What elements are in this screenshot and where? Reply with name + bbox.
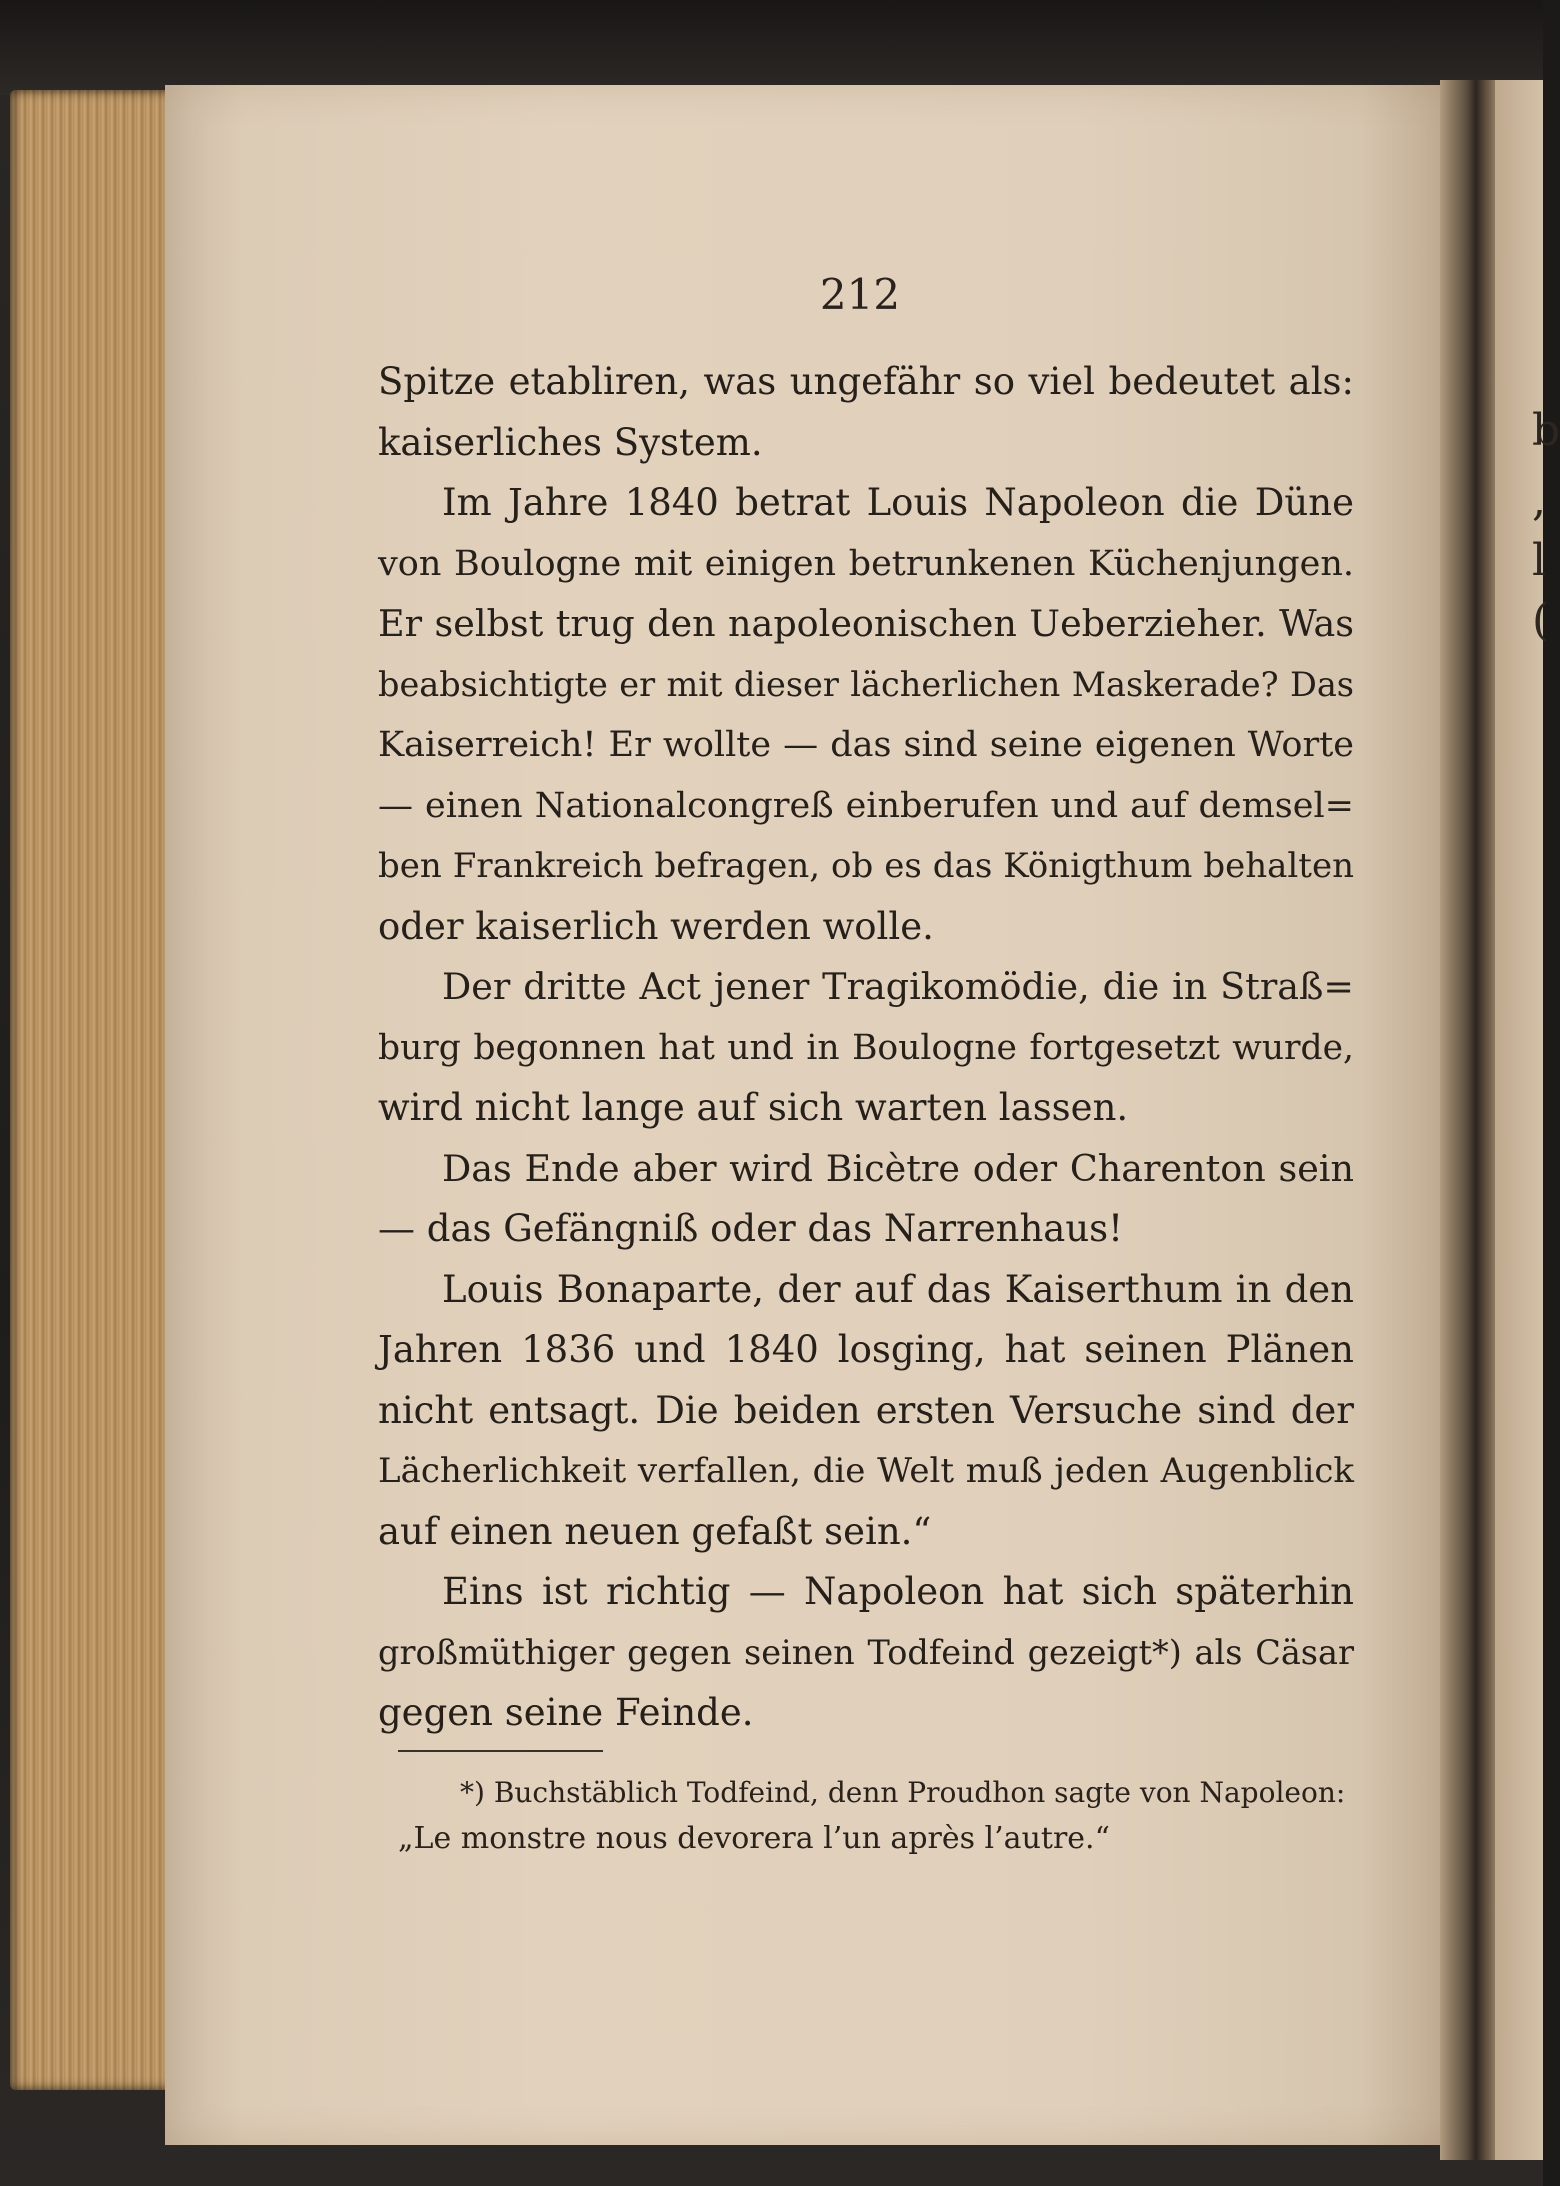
text-line: Louis Bonaparte, der auf das Kaiserthum in den [442, 1267, 1354, 1311]
text-line: beabsichtigte er mit dieser lächerlichen Maskerade? Das [378, 664, 1354, 704]
text-line: Der dritte Act jener Tragikomödie, die in Straß= [442, 965, 1354, 1008]
book-binding-top [0, 0, 1543, 95]
facing-page-fragment: b [1532, 405, 1560, 456]
text-line: oder kaiserlich werden wolle. [378, 904, 934, 948]
text-line: ben Frankreich befragen, ob es das Königthum behalten [378, 846, 1354, 886]
text-line: Jahren 1836 und 1840 losging, hat seinen Plänen [378, 1328, 1354, 1371]
text-line: Lächerlichkeit verfallen, die Welt muß jeden Augenblick [378, 1451, 1354, 1491]
text-line: nicht entsagt. Die beiden ersten Versuche sind der [378, 1388, 1354, 1432]
text-line: Eins ist richtig — Napoleon hat sich späterhin [442, 1570, 1354, 1613]
footnote-divider [398, 1750, 603, 1752]
text-line: — das Gefängniß oder das Narrenhaus! [378, 1207, 1124, 1250]
book-gutter [1440, 80, 1500, 2160]
facing-page-fragment: ( [1532, 595, 1550, 646]
text-line: Im Jahre 1840 betrat Louis Napoleon die Düne [442, 481, 1354, 524]
text-line: burg begonnen hat und in Boulogne fortgesetzt wurde, [378, 1027, 1354, 1068]
facing-page [1495, 80, 1543, 2160]
text-line: auf einen neuen gefaßt sein.“ [378, 1509, 932, 1553]
text-line: gegen seine Feinde. [378, 1691, 754, 1734]
text-line: großmüthiger gegen seinen Todfeind gezeigt*) als Cäsar [378, 1632, 1354, 1672]
text-line: — einen Nationalcongreß einberufen und auf demsel= [378, 785, 1354, 826]
text-line: kaiserliches System. [378, 420, 763, 464]
footnote-line: *) Buchstäblich Todfeind, denn Proudhon sagte von Napoleon: [460, 1776, 1346, 1809]
page-stack-edge [10, 90, 185, 2090]
text-line: Das Ende aber wird Bicètre oder Charenton sein [442, 1146, 1354, 1190]
facing-page-fragment: , [1532, 475, 1546, 526]
body-text [378, 352, 1354, 1744]
text-line: Er selbst trug den napoleonischen Ueberzieher. Was [378, 602, 1354, 645]
text-line: Spitze etabliren, was ungefähr so viel bedeutet als: [378, 360, 1354, 403]
text-line: von Boulogne mit einigen betrunkenen Küchenjungen. [378, 543, 1354, 584]
facing-page-fragment: l [1532, 535, 1547, 586]
footnote [398, 1770, 1354, 1862]
text-line: Kaiserreich! Er wollte — das sind seine eigenen Worte [378, 725, 1354, 765]
page-number: 212 [819, 270, 901, 319]
footnote-line: „Le monstre nous devorera l’un après l’autre.“ [398, 1821, 1110, 1856]
text-line: wird nicht lange auf sich warten lassen. [378, 1086, 1129, 1129]
